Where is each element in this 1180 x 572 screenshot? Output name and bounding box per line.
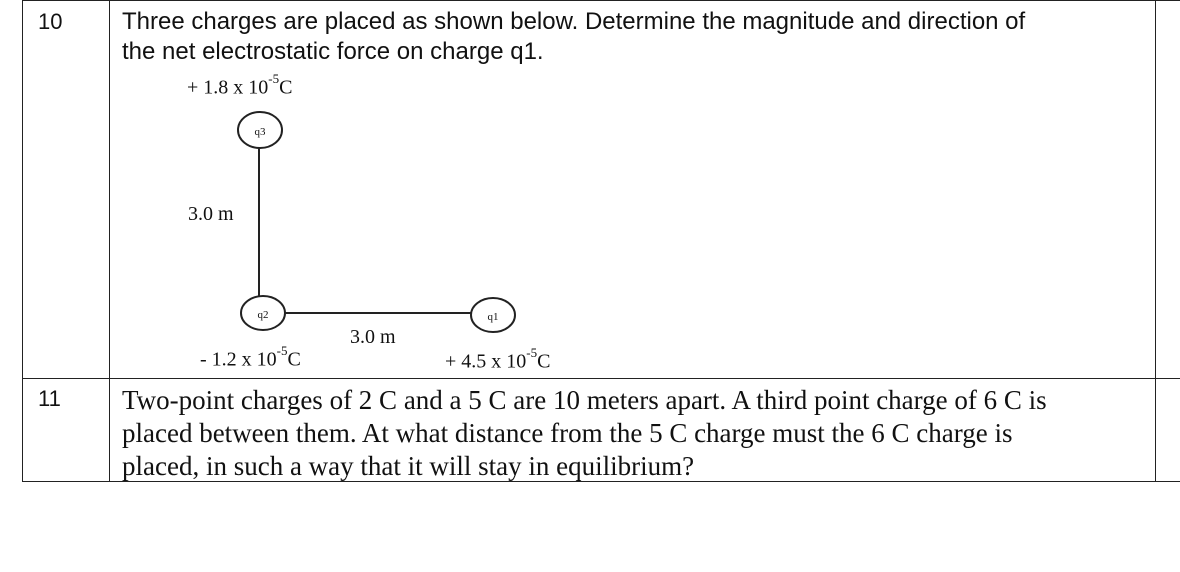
- question-text: [122, 384, 1152, 483]
- charge-q2-value: [200, 343, 301, 372]
- question-text-line: Three charges are placed as shown below. Determine the magnitude and direction of: [122, 8, 1026, 35]
- question-text-line: placed, in such a way that it will stay in equilibrium?: [122, 451, 695, 481]
- question-number: 11: [38, 386, 61, 411]
- charge-q1-name: q1: [487, 311, 499, 323]
- charge-q3-circle: [238, 112, 282, 148]
- charge-q3-name: q3: [254, 126, 266, 138]
- charge-unit: C: [287, 348, 301, 371]
- charge-mantissa: 1.2: [211, 348, 237, 371]
- charge-sign: -: [200, 348, 207, 371]
- question-text-line: the net electrostatic force on charge q1.: [122, 38, 544, 65]
- charge-exponent: -5: [526, 345, 538, 360]
- charge-exponent: -5: [276, 343, 288, 358]
- charge-q2-name: q2: [257, 309, 269, 321]
- charge-q1-circle: [471, 298, 515, 332]
- question-number: 10: [38, 9, 63, 34]
- charge-unit: C: [279, 76, 293, 99]
- charge-unit: C: [537, 350, 551, 373]
- charge-mantissa: 4.5: [461, 350, 487, 373]
- charge-mantissa: 1.8: [203, 76, 229, 99]
- question-text-line: placed between them. At what distance from the 5 C charge must the 6 C charge is: [122, 418, 1013, 448]
- charge-sign: +: [187, 76, 199, 99]
- horizontal-distance-label: 3.0 m: [350, 326, 396, 348]
- charge-base: x 10: [491, 350, 527, 373]
- vertical-distance-label: 3.0 m: [188, 203, 234, 225]
- charge-q1-value: [445, 345, 551, 374]
- question-text-line: Two-point charges of 2 C and a 5 C are 10 meters apart. A third point charge of 6 C is: [122, 385, 1047, 415]
- charge-sign: +: [445, 350, 457, 373]
- charge-q2-circle: [241, 296, 285, 330]
- charge-q3-value: [187, 71, 293, 100]
- charge-exponent: -5: [268, 71, 280, 86]
- charge-base: x 10: [233, 76, 269, 99]
- charge-base: x 10: [241, 348, 277, 371]
